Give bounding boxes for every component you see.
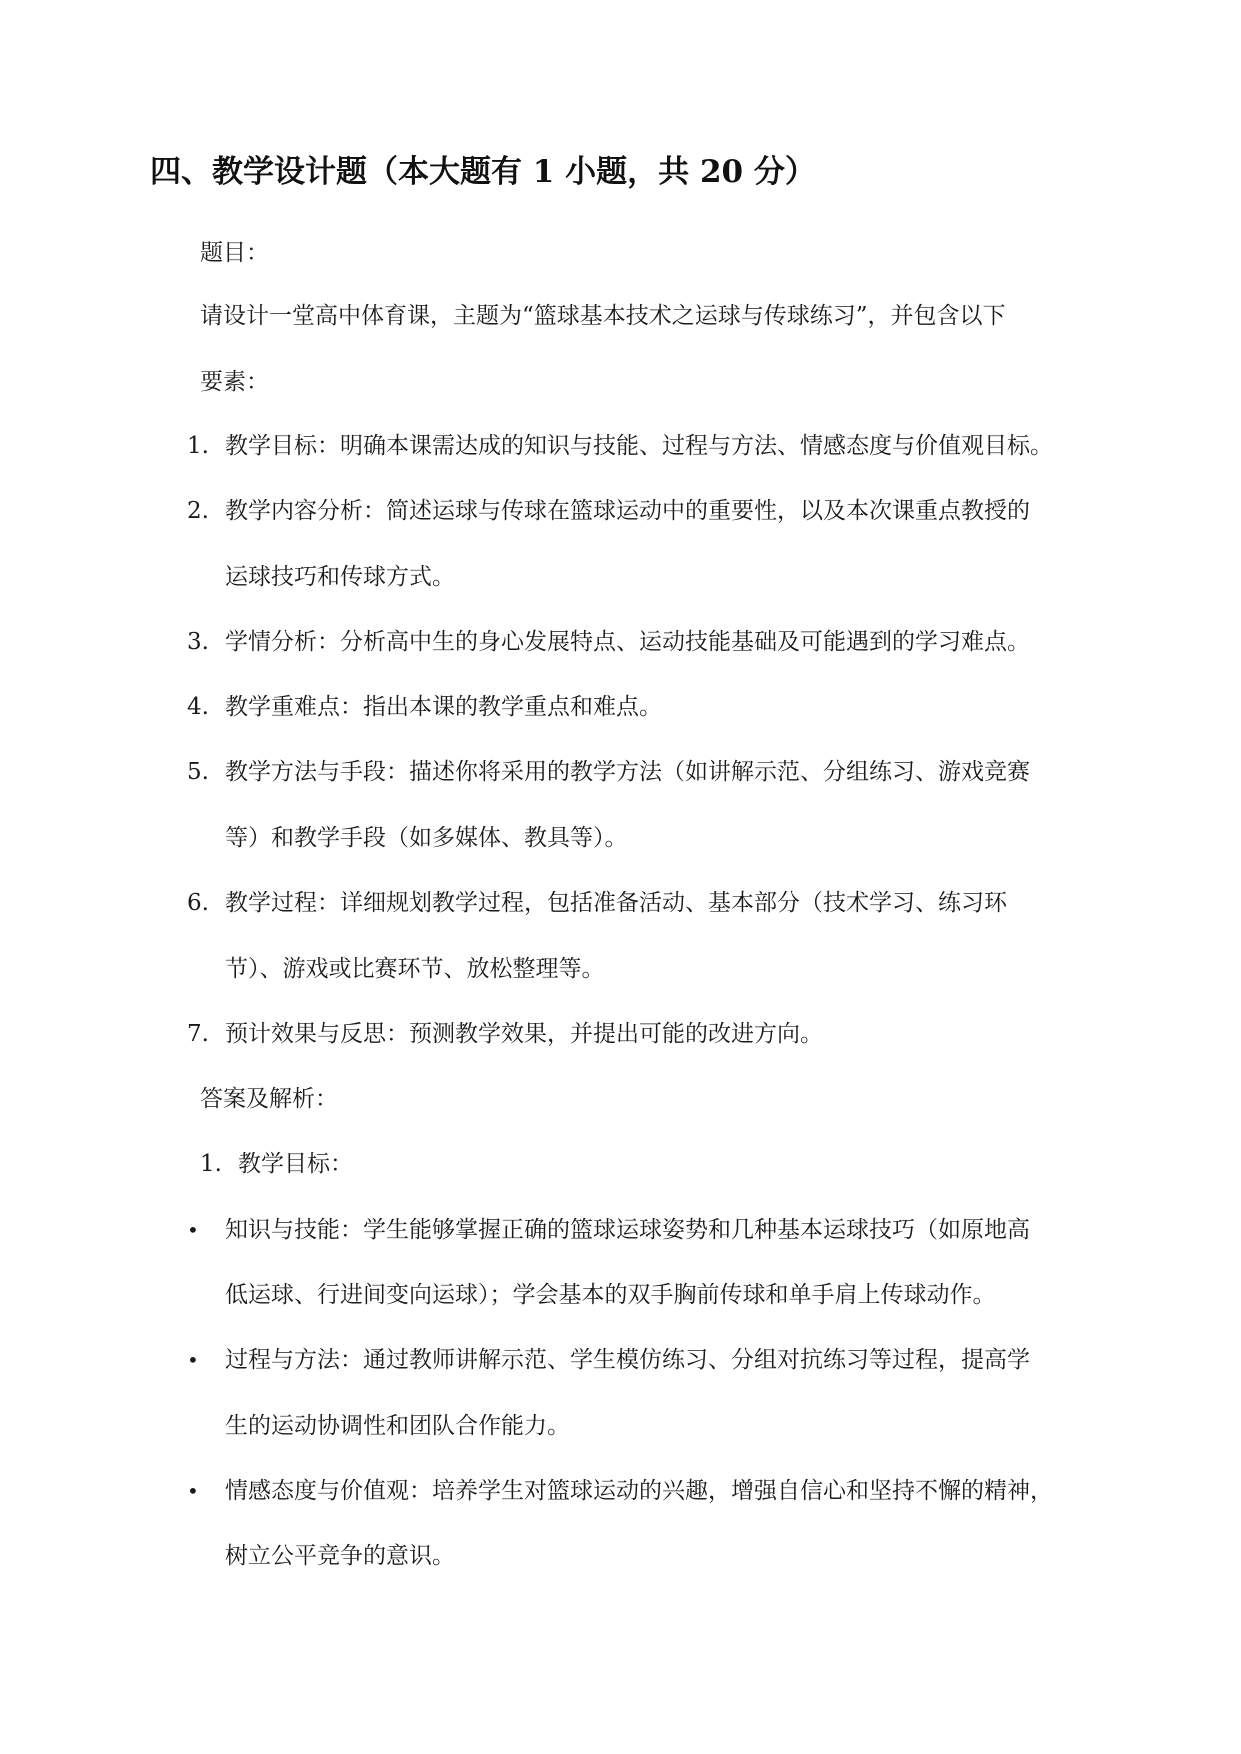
objective-text: 生的运动协调性和团队合作能力。 — [225, 1413, 570, 1439]
objective-text: 情感态度与价值观：培养学生对篮球运动的兴趣，增强自信心和坚持不懈的精神， — [225, 1478, 1053, 1504]
answer-label: 答案及解析： — [200, 1086, 338, 1112]
objective-text: 低运球、行进间变向运球）；学会基本的双手胸前传球和单手肩上传球动作。 — [225, 1282, 996, 1308]
objective-text: 知识与技能：学生能够掌握正确的篮球运球姿势和几种基本运球技巧（如原地高 — [225, 1217, 1030, 1243]
requirement-number: 7. — [187, 1021, 209, 1047]
requirement-text: 教学过程：详细规划教学过程，包括准备活动、基本部分（技术学习、练习环 — [225, 890, 1007, 916]
bullet-icon: • — [187, 1348, 199, 1372]
requirement-number: 3. — [187, 629, 209, 655]
question-label: 题目： — [200, 240, 269, 266]
bullet-icon: • — [187, 1218, 199, 1242]
section-heading: 四、教学设计题（本大题有 1 小题，共 20 分） — [150, 154, 816, 190]
bullet-icon: • — [187, 1479, 199, 1503]
answer-section-label: 教学目标： — [238, 1151, 353, 1177]
requirement-text: 节）、游戏或比赛环节、放松整理等。 — [225, 956, 605, 982]
prompt-line-1: 请设计一堂高中体育课，主题为“篮球基本技术之运球与传球练习”，并包含以下 — [200, 303, 1006, 329]
requirement-text: 运球技巧和传球方式。 — [225, 564, 455, 590]
requirement-text: 等）和教学手段（如多媒体、教具等）。 — [225, 825, 628, 851]
requirement-text: 教学目标：明确本课需达成的知识与技能、过程与方法、情感态度与价值观目标。 — [225, 433, 1053, 459]
requirement-number: 6. — [187, 890, 209, 916]
requirement-text: 预计效果与反思：预测教学效果，并提出可能的改进方向。 — [225, 1021, 823, 1047]
requirement-number: 2. — [187, 498, 209, 524]
requirement-number: 5. — [187, 759, 209, 785]
requirement-number: 4. — [187, 694, 209, 720]
prompt-line-2: 要素： — [200, 369, 269, 395]
requirement-text: 学情分析：分析高中生的身心发展特点、运动技能基础及可能遇到的学习难点。 — [225, 629, 1030, 655]
requirement-text: 教学方法与手段：描述你将采用的教学方法（如讲解示范、分组练习、游戏竞赛 — [225, 759, 1030, 785]
objective-text: 过程与方法：通过教师讲解示范、学生模仿练习、分组对抗练习等过程，提高学 — [225, 1347, 1030, 1373]
objective-text: 树立公平竞争的意识。 — [225, 1543, 455, 1569]
answer-section-number: 1. — [200, 1151, 222, 1177]
requirement-text: 教学重难点：指出本课的教学重点和难点。 — [225, 694, 662, 720]
requirement-text: 教学内容分析：简述运球与传球在篮球运动中的重要性，以及本次课重点教授的 — [225, 498, 1030, 524]
requirement-number: 1. — [187, 433, 209, 459]
